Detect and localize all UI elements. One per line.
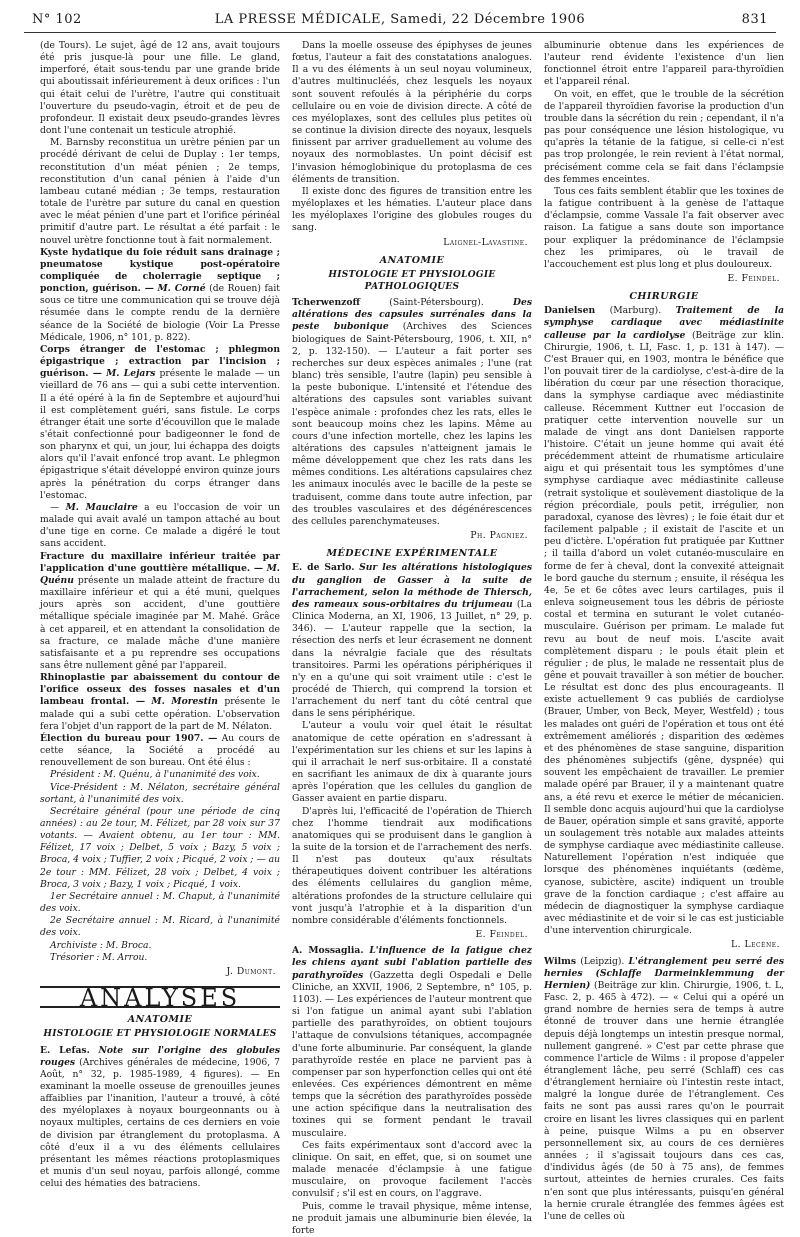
signature: L. Lecène. bbox=[731, 939, 780, 951]
election-line: Archiviste : M. Broca. bbox=[50, 939, 152, 951]
article-title: L'étranglement peu serré des hernies (Schlaffe Darmeinklemmung der Hernien) bbox=[544, 955, 784, 991]
election-line: Président : M. Quénu, à l'unanimité des voix. bbox=[50, 769, 260, 781]
topic-title: Kyste hydatique du foie réduit sans drainage ; pneumatose kystique post-opératoire compliquée de cholerragie septique ; ponction, guérison. — bbox=[40, 246, 280, 295]
page-number: 831 bbox=[741, 12, 768, 27]
paragraph-text: (La Clinica Moderna, an XI, 1906, 13 Juillet, n° 29, p. 346). — L'auteur rappelle que la section, la résection des nerfs et leur écrasement ne donnent dans la névralgie faciale que des résultats transitoires. Parmi les opérations périphériques il n'y en a qu'une qui soit vraiment utile : c'est le procédé de Thierch, qui comprend la torsion et l'arrachement du nerf tant du côté central que dans le sens périphérique. bbox=[292, 598, 533, 720]
paragraph-text: (Gazzetta degli Ospedali e Delle Cliniche, an XXVII, 1906, 2 Septembre, n° 105, p. 1103). — Les expériences de l'auteur montrent que si l'on fatigue un animal ayant subi l'ablation partielle des parathyroïdes, on obtient toujours l'attaque de convulsions tétaniques, accompagnée d'une forte albuminurie. Par conséquent, la glande parathyroïde restée en place ne parvient pas à compenser par son hyperfonction celles qui ont été enlevées. Ces expériences démontrent en même temps que la sécrétion des parathyroïdes possède une action spécifique dans la neutralisation des toxines qui se forment pendant le travail musculaire. bbox=[292, 969, 532, 1139]
subsection-title: MÉDECINE EXPÉRIMENTALE bbox=[326, 548, 498, 560]
author-place: (Leipzig). bbox=[580, 955, 625, 967]
topic-title: Élection du bureau pour 1907. — bbox=[40, 732, 218, 744]
paragraph: Dans la moelle osseuse des épiphyses de jeunes fœtus, l'auteur a fait des constatations analogues. Il a vu des éléments à un seul noyau volumineux, d'autres multinucléés, chez lesquels les noyaux sont souvent refoulés à la périphérie du corps cellulaire ou en voie de division directe. A côté de ces myéloplaxes, sont des cellules plus petites où se continue la division directe des noyaux, lesquels finissent par arriver graduellement au volume des noyaux des normoblastes. Un point décisif est l'invasion hémoglobinique du protoplasma de ces éléments de transition. bbox=[292, 40, 532, 185]
page-header bbox=[24, 8, 776, 33]
author-name: A. Mossaglia. bbox=[292, 945, 364, 957]
author-name: M. Mauclaire bbox=[65, 501, 138, 513]
columns bbox=[40, 40, 785, 1236]
paragraph-text: présente le malade qui a subi cette opération. L'observation fera l'objet d'un rapport de la part de M. Nélaton. bbox=[40, 696, 281, 732]
article-title: Des altérations des capsules surrénales dans la peste bubonique bbox=[292, 297, 532, 333]
section-title: ANALYSES bbox=[40, 986, 280, 1008]
journal-title-date: LA PRESSE MÉDICALE, Samedi, 22 Décembre 1906 bbox=[214, 12, 586, 27]
paragraph-text: (Archives des Sciences biologiques de Saint-Pétersbourg, 1906, t. XII, n° 2, p. 132-150). — L'auteur a fait porter ses recherches sur deux espèces animales ; l'une (rat blanc) très sensible, l'autre (lapin) peu sensible à la peste bubonique. L'intensité et l'étendue des altérations des capsules sont variables suivant l'espèce animale : profondes chez les rats, elles le sont beaucoup moins chez les lapins. Même au cours d'une infection mortelle, chez les lapins les altérations des capsules n'atteignent jamais le même développement que chez les rats dans les mêmes conditions. Les altérations capsulaires chez les animaux inoculés avec le bacille de la peste se traduisent, comme dans toute autre infection, par des troubles vasculaires et des dégénérescences des cellules parenchymateuses. bbox=[292, 321, 533, 527]
paragraph: Ces faits expérimentaux sont d'accord avec la clinique. On sait, en effet, que, si on soumet une malade menacée d'éclampsie à une fatigue musculaire, on provoque facilement l'accès convulsif ; s'il est en cours, on l'aggrave. bbox=[292, 1139, 532, 1200]
paragraph bbox=[40, 733, 280, 769]
paragraph-text: (de Rouen) fait sous ce titre une communication qui se trouve déjà résumée dans le compte rendu de la dernière séance de la Société de biologie (Voir La Presse Médicale, 1906, n° 101, p. 822). bbox=[40, 283, 280, 343]
paragraph bbox=[544, 956, 784, 1223]
author-place: (Marburg). bbox=[609, 305, 662, 317]
paragraph bbox=[292, 297, 532, 528]
article-title: Sur les altérations histologiques du ganglion de Gasser à la suite de l'arrachement, selon la méthode de Thiersch, des rameaux sous-orbitaires du trijumeau bbox=[292, 562, 533, 610]
topic-title: Rhinoplastie par abaissement du contour de l'orifice osseux des fosses nasales et d'un lambeau frontal. — bbox=[40, 672, 280, 708]
column-2 bbox=[292, 40, 533, 1236]
subsection-subtitle: HISTOLOGIE ET PHYSIOLOGIE PATHOLOGIQUES bbox=[328, 269, 496, 292]
paragraph bbox=[40, 247, 280, 344]
author-name: E. de Sarlo. bbox=[292, 562, 355, 574]
paragraph-text: présente un malade atteint de fracture du maxillaire inférieur et qui a été muni, quelques jours après son accident, d'une gouttière métallique spéciale imaginée par M. Mahé. Grâce à cet appareil, et en attendant la consolidation de sa fracture, ce malade mâche d'une manière satisfaisante et a pu reprendre ses occupations sans être nullement gêné par l'appareil. bbox=[40, 574, 280, 671]
paragraph: D'après lui, l'efficacité de l'opération de Thierch chez l'homme tiendrait aux modifications anatomiques qui se produisent dans le ganglion à la suite de la torsion et de l'arrachement des nerfs. Il n'est pas douteux qu'aux résultats thérapeutiques doivent contribuer les altérations des éléments cellulaires du ganglion même, altérations profondes de la structure cellulaire qui vont jusqu'à l'atrophie et à la disparition d'un nombre considérable d'éléments fonctionnels. bbox=[292, 805, 532, 926]
paragraph bbox=[40, 1045, 280, 1191]
paragraph: On voit, en effet, que le trouble de la sécrétion de l'appareil thyroïdien favorise la production d'un trouble dans la sécrétion du rein ; cependant, il n'a pas pour conséquence une lésion histologique, vu qu'après la tétanie de la fatigue, si celle-ci n'est pas trop prolongée, le rein revient à l'état normal, précisément comme cela se fait dans l'éclampsie des femmes enceintes. bbox=[544, 88, 784, 185]
paragraph bbox=[544, 305, 784, 937]
signature: Laignel-Lavastine. bbox=[443, 236, 528, 248]
paragraph: M. Barnsby reconstitua un urètre pénien par un procédé dérivant de celui de Duplay : 1er temps, reconstitution d'un méat pénien ; 2e temps, reconstitution d'un canal pénien à l'aide d'un lambeau cutané médian ; 3e temps, restauration totale de l'urètre par suture du canal en question avec le méat pénien d'une part et l'orifice périnéal primitif d'autre part. Le résultat a été parfait : le nouvel urètre fonctionne tout à fait normalement. bbox=[40, 137, 280, 246]
signature: E. Feindel. bbox=[727, 272, 780, 284]
subsection-subtitle: HISTOLOGIE ET PHYSIOLOGIE NORMALES bbox=[43, 1029, 277, 1040]
author-name: M. Quénu bbox=[40, 562, 280, 586]
author-name: Wilms bbox=[544, 955, 577, 967]
subsection-title: ANATOMIE bbox=[379, 254, 445, 266]
author-name: M. Morestin bbox=[151, 696, 218, 708]
author-name: E. Lefas. bbox=[40, 1044, 90, 1056]
paragraph-text: présente le malade — un vieillard de 76 ans — qui a subi cette intervention. Il a été opéré à la fin de Septembre et aujourd'hui il est complètement guéri, sans fistule. Le corps étranger était une sorte d'écouvillon que le malade s'était confectionné pour badigeonner le fond de son pharynx et qui, un jour, lui échappa des doigts alors qu'il l'avait enfoncé trop avant. Le phlegmon épigastrique s'était développé environ quinze jours après la pénétration du corps étranger dans l'estomac. bbox=[40, 368, 280, 501]
paragraph bbox=[292, 562, 532, 720]
article-title: Traitement de la symphyse cardiaque avec médiastinite calleuse par la cardiolyse bbox=[544, 305, 785, 341]
paragraph-text: a eu l'occasion de voir un malade qui avait avalé un tampon attaché au bout d'une tige en corne. Ce malade a digéré le tout sans accident. bbox=[40, 501, 280, 550]
election-line: 2e Secrétaire annuel : M. Ricard, à l'unanimité des voix. bbox=[40, 915, 280, 939]
paragraph-text: (Beiträge zur klin. Chirurgie, 1906, t. L, Fasc. 2, p. 465 à 472). — « Celui qui a opéré un grand nombre de hernies sera de temps à autre étonné de trouver dans une hernie étranglée depuis déjà longtemps un intestin presque normal, nullement gangrené. » C'est par cette phrase que commence l'article de Wilms : il propose d'appeler étranglement lâche, peu serré (Schlaff) ces cas d'étranglement herniaire où l'intestin reste intact, malgré la longue durée de l'étranglement. Ces faits ne sont pas aussi rares qu'on le pourrait croire en lisant les livres classiques qui en parlent à peine, puisque Wilms a pu en observer personnellement six, au cours de ces dernières années ; il s'agissait toujours dans ces cas, d'individus âgés (de 50 à 75 ans), de femmes surtout, atteintes de hernies crurales. Ces faits n'en sont que plus intéressants, puisqu'en général la hernie crurale étranglée des femmes âgées est l'une de celles où bbox=[544, 979, 785, 1222]
paragraph: — M. Mauclaire a eu l'occasion de voir un malade qui avait avalé un tampon attaché au bout d'une tige en corne. Ce malade a digéré le tout sans accident. bbox=[40, 501, 280, 550]
signature: Ph. Pagniez. bbox=[470, 530, 528, 542]
author-name: M. Corné bbox=[157, 283, 206, 295]
subsection-title: CHIRURGIE bbox=[629, 291, 699, 303]
author-name: Danielsen bbox=[544, 305, 596, 317]
author-name: M. Lejars bbox=[106, 368, 156, 380]
paragraph bbox=[40, 672, 280, 733]
issue-number: N° 102 bbox=[32, 12, 82, 27]
election-line: Trésorier : M. Arrou. bbox=[50, 951, 148, 963]
paragraph-text: Au cours de cette séance, la Société a procédé au renouvellement de son bureau. Ont été élus : bbox=[40, 732, 280, 769]
column-1 bbox=[40, 40, 281, 1190]
election-line: 1er Secrétaire annuel : M. Chaput, à l'unanimité des voix. bbox=[40, 890, 280, 915]
paragraph: Il existe donc des figures de transition entre les myéloplaxes et les hématies. L'auteur place dans les myéloplaxes l'origine des globules rouges du sang. bbox=[292, 185, 532, 234]
subsection-title: ANATOMIE bbox=[127, 1014, 193, 1026]
paragraph: Puis, comme le travail physique, même intense, ne produit jamais une albuminurie bien élevée, la forte bbox=[292, 1200, 532, 1236]
article-title: L'influence de la fatigue chez les chiens ayant subi l'ablation partielle des parathyroïdes bbox=[292, 945, 533, 981]
election-line: Secrétaire général (pour une période de cinq années) : au 2e tour, M. Félizet, par 28 voix sur 37 votants. — Avaient obtenu, au 1er tour : MM. Félizet, 17 voix ; Delbet, 5 voix ; Bazy, 5 voix ; Broca, 4 voix ; Tuffier, 2 voix ; Picqué, 2 voix ; — au 2e tour : MM. Félizet, 28 voix ; Delbet, 4 voix ; Broca, 3 voix ; Bazy, 1 voix ; Picqué, 1 voix. bbox=[40, 805, 280, 890]
column-3 bbox=[544, 40, 785, 1222]
signature: J. Dumont. bbox=[226, 965, 276, 977]
paragraph: albuminurie obtenue dans les expériences de l'auteur rend évidente l'existence d'un lien fonctionnel étroit entre l'appareil para-thyroïdien et l'appareil rénal. bbox=[544, 40, 784, 88]
paragraph-text: (Archives générales de médecine, 1906, 7 Août, n° 32, p. 1985-1989, 4 figures). — En examinant la moelle osseuse de grenouilles jeunes affaiblies par l'inanition, l'auteur a trouvé, à côté des myéloplaxes à noyaux bourgeonnants ou à noyaux multiples, certains de ces derniers en voie de division par étranglement du protoplasma. A côté d'eux il a vu des éléments cellulaires présentant les mêmes réactions protoplasmiques et munis d'un seul noyau, parfois allongé, comme celui des hématies des batraciens. bbox=[40, 1056, 281, 1190]
paragraph bbox=[40, 551, 280, 673]
paragraph bbox=[292, 945, 532, 1140]
topic-title: Corps étranger de l'estomac ; phlegmon épigastrique ; extraction par l'incision ; guérison. — bbox=[40, 343, 280, 380]
paragraph: L'auteur a voulu voir quel était le résultat anatomique de cette opération en s'adressant à l'expérimentation sur les chiens et sur les lapins à qui il arrachait le nerf sus-orbitaire. Il a constaté en sacrifiant les animaux de dix à quarante jours après l'opération que les cellules du ganglion de Gasser avaient en partie disparu. bbox=[292, 720, 532, 805]
signature: E. Feindel. bbox=[475, 929, 528, 941]
author-place: (Saint-Pétersbourg). bbox=[389, 297, 484, 309]
topic-title: Fracture du maxillaire inférieur traitée par l'application d'une gouttière métallique. — bbox=[40, 550, 280, 574]
paragraph bbox=[40, 344, 280, 502]
election-line: Vice-Président : M. Nélaton, secrétaire général sortant, à l'unanimité des voix. bbox=[40, 781, 280, 805]
paragraph: Tous ces faits semblent établir que les toxines de la fatigue contribuent à la genèse de l'attaque d'éclampsie, comme Vassale l'a fait observer avec raison. La fatigue a sans doute son importance pour expliquer la prédominance de l'éclampsie chez les primipares, où le travail de l'accouchement est plus long et plus douloureux. bbox=[544, 185, 784, 270]
article-title: Note sur l'origine des globules rouges bbox=[40, 1044, 280, 1068]
paragraph: (de Tours). Le sujet, âgé de 12 ans, avait toujours été pris jusque-là pour une fille. Le gland, imperforé, était sous-tendu par une grande bride qui aboutissait inférieurement à deux orifices : l'un qui était celui de l'urètre, l'autre qui constituait l'ouverture du pseudo-vagin, étroit et de peu de profondeur. Il existait deux pseudo-grandes lèvres dont l'une contenait un testicule atrophié. bbox=[40, 40, 280, 137]
paragraph-text: (Beiträge zur klin. Chirurgie, 1906, t. LI, Fasc. 1, p. 131 à 147). — C'est Brauer qui, en 1903, montra le bénéfice que l'on pouvait tirer de la cardiolyse, c'est-à-dire de la libération du cœur par une résection thoracique, dans la symphyse cardiaque avec médiastinite calleuse. Récemment Kuttner eut l'occasion de pratiquer cette intervention nouvelle sur un malade de vingt ans dont Danielsen rapporte l'histoire. C'était un jeune homme qui avait été précédemment atteint de rhumatisme articulaire aigu et qui présentait tous les symptômes d'une symphyse cardiaque avec médiastinite calleuse (retrait systolique et soulèvement diastolique de la région précordiale, pouls petit, irrégulier, non paradoxal, cyanose des lèvres) ; le foie était dur et facilement palpable ; il existait de l'ascite et un peu d'ictère. L'opération fut pratiquée par Kuttner ; il tailla d'abord un volet cutanéo-musculaire en forme de fer à cheval, dont la convexité atteignait le bord gauche du sternum ; ensuite, il réséqua les 4e, 5e et 6e côtes avec leurs cartilages, puis il enleva soigneusement tous les débris de périoste costal et termina en suturant le volet cutanéo-musculaire. Guérison per primam. Le malade fut revu au bout de neuf mois. L'ascite avait complètement disparu ; le pouls était plein et régulier ; de plus, le malade ne ressentait plus de gêne et pouvait travailler à son métier de boucher. Le résultat est donc des plus encourageants. Il existe actuellement 9 cas publiés de cardiolyse (Brauer, Umber, von Beck, Meyer, Westfeld) ; tous les malades ont guéri de l'opération et tous ont été extrêmement améliorés ; disparition des œdèmes et des phénomènes de stase sanguine, disparition des phénomènes subjectifs (gêne, dyspnée) qui souvent les empêchaient de travailler. Le premier malade opéré par Brauer, il y a maintenant quatre ans, a été revu et exerce le métier de mécanicien. Il semble donc acquis aujourd'hui que la cardiolyse de Bauer, opération simple et sans gravité, apporte un soulagement très notable aux malades atteints de symphyse cardiaque avec médiastinite calleuse. Naturellement l'opération n'est indiquée que lorsque des phénomènes inquiétants (œdème, cyanose, subictère, ascite) indiquent un trouble grave de la fonction cardiaque ; c'est affaire au médecin de diagnostiquer la symphyse cardiaque avec médiastinite et de voir si le cas est justiciable d'une intervention chirurgicale. bbox=[544, 329, 784, 937]
author-name: Tcherwenzoff bbox=[292, 297, 361, 309]
